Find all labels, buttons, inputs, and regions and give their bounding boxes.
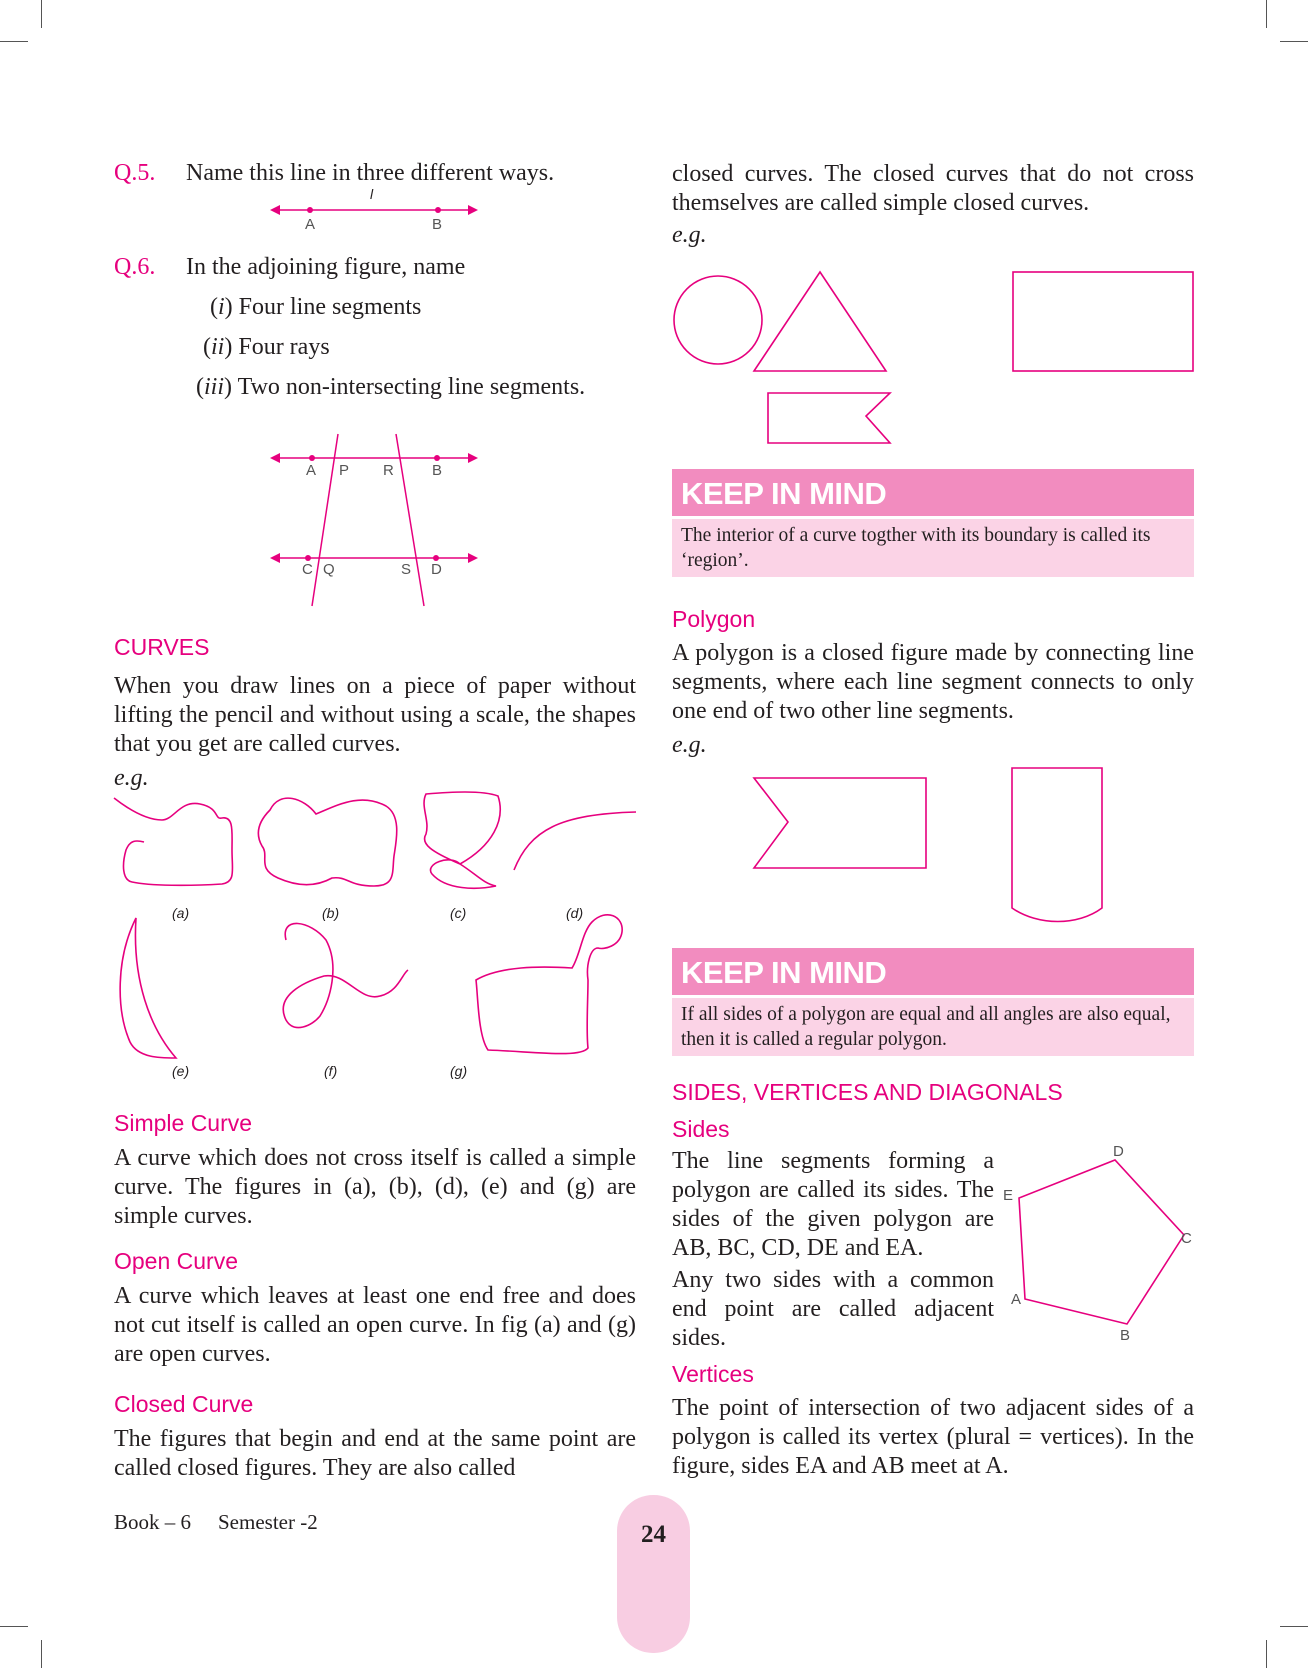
pentagon-label-d: D <box>1113 1143 1124 1160</box>
pentagon-label-b: B <box>1120 1327 1131 1344</box>
closed-curves-figure <box>668 266 1198 448</box>
caption-g: (g) <box>450 1063 468 1079</box>
caption-a: (a) <box>172 905 190 921</box>
open-curve-heading: Open Curve <box>114 1248 239 1274</box>
point-label-b: B <box>432 216 443 232</box>
footer-book: Book – 6 <box>114 1510 192 1534</box>
vertices-text: The point of intersection of two adjacent sides of a polygon is called its vertex (plural = vertices). In the figure, sides EA and AB meet at A. <box>672 1395 1194 1479</box>
q6-number: Q.6. <box>114 254 156 280</box>
caption-f-letter: f <box>328 1063 333 1079</box>
line-label-l: l <box>370 186 374 202</box>
sides-text-2: Any two sides with a common end point are called adjacent sides. <box>672 1267 994 1351</box>
polygon-figure <box>748 764 1108 926</box>
caption-a-letter: a <box>176 905 185 921</box>
simple-curve-text: A curve which does not cross itself is called a simple curve. The figures in (a), (b), (d), (e) and (g) are simple curves. <box>114 1145 636 1229</box>
point-label-a: A <box>305 216 316 232</box>
crop-mark <box>0 41 28 42</box>
caption-e: (e) <box>172 1063 190 1079</box>
caption-b: (b) <box>322 905 340 921</box>
closed-curve-text: The figures that begin and end at the same point are called closed figures. They are also called <box>114 1426 636 1481</box>
polygon-heading: Polygon <box>672 606 756 632</box>
svd-heading: SIDES, VERTICES AND DIAGONALS <box>672 1079 1063 1105</box>
closed-curve-heading: Closed Curve <box>114 1391 254 1417</box>
q5-text: Name this line in three different ways. <box>186 160 555 186</box>
simple-curve-heading: Simple Curve <box>114 1110 253 1136</box>
caption-c: (c) <box>450 905 467 921</box>
q6-item-ii-text: Four rays <box>238 334 330 360</box>
open-curve-text: A curve which leaves at least one end free and does not cut itself is called an open curve. In fig (a) and (g) are open curves. <box>114 1283 636 1367</box>
q6-text: In the adjoining figure, name <box>186 254 466 280</box>
fig-label-b: B <box>432 462 443 479</box>
fig-label-a: A <box>306 462 317 479</box>
keep-in-mind-title-2: KEEP IN MIND <box>672 948 1194 995</box>
caption-e-letter: e <box>176 1063 185 1079</box>
fig-label-p: P <box>339 462 350 479</box>
fig-label-q: Q <box>323 561 335 578</box>
fig-label-c: C <box>302 561 313 578</box>
caption-g-letter: g <box>454 1063 463 1079</box>
q5-line-figure <box>270 186 480 232</box>
vertices-heading: Vertices <box>672 1361 754 1387</box>
q6-item-iii: (iii) Two non-intersecting line segments. <box>196 374 586 400</box>
sides-text-1: The line segments forming a polygon are called its sides. The sides of the given polygon are AB, BC, CD, DE and EA. <box>672 1148 994 1261</box>
page-tab <box>617 1495 690 1653</box>
pentagon-label-a: A <box>1011 1291 1022 1308</box>
curves-heading: CURVES <box>114 634 210 660</box>
caption-f: (f) <box>324 1063 338 1079</box>
keep-in-mind-box-1 <box>672 469 1194 577</box>
fig-label-r: R <box>383 462 394 479</box>
caption-c-letter: c <box>454 905 462 921</box>
curves-text: When you draw lines on a piece of paper without lifting the pencil and without using a scale, the shapes that you get are called curves. <box>114 673 636 757</box>
pentagon-label-e: E <box>1003 1187 1014 1204</box>
q6-item-i-num: i <box>218 294 225 320</box>
q5-number: Q.5. <box>114 160 156 186</box>
curves-eg: e.g. <box>114 765 149 791</box>
crop-mark <box>41 0 42 28</box>
polygon-eg: e.g. <box>672 732 707 758</box>
right-eg: e.g. <box>672 222 707 248</box>
caption-b-letter: b <box>326 905 335 921</box>
crop-mark <box>0 1626 28 1627</box>
keep-in-mind-text-1: The interior of a curve togther with its boundary is called its ‘region’. <box>672 519 1194 577</box>
caption-d-letter: d <box>570 905 579 921</box>
crop-mark <box>1266 1640 1267 1668</box>
crop-mark <box>1266 0 1267 28</box>
footer-semester: Semester -2 <box>218 1510 318 1534</box>
closed-curves-continued: closed curves. The closed curves that do not cross themselves are called simple closed curves. <box>672 161 1194 216</box>
caption-d: (d) <box>566 905 584 921</box>
page-number: 24 <box>641 1521 666 1548</box>
crop-mark <box>41 1640 42 1668</box>
curves-figure <box>110 790 640 1090</box>
q6-item-iii-num: iii <box>204 374 225 400</box>
crop-mark <box>1280 1626 1308 1627</box>
q6-item-ii: (ii) Four rays <box>203 334 330 360</box>
polygon-text: A polygon is a closed figure made by connecting line segments, where each line segment connects to only one end of two other line segments. <box>672 640 1194 724</box>
pentagon-figure <box>1000 1142 1200 1344</box>
q6-figure <box>270 430 480 610</box>
keep-in-mind-title-1: KEEP IN MIND <box>672 469 1194 516</box>
q6-item-iii-text: Two non-intersecting line segments. <box>237 374 586 400</box>
q6-item-i-text: Four line segments <box>238 294 422 320</box>
fig-label-s: S <box>401 561 412 578</box>
fig-label-d: D <box>431 561 442 578</box>
keep-in-mind-text-2: If all sides of a polygon are equal and all angles are also equal, then it is called a regular polygon. <box>672 998 1194 1056</box>
q6-item-i: (i) Four line segments <box>210 294 422 320</box>
pentagon-label-c: C <box>1181 1230 1192 1247</box>
crop-mark <box>1280 41 1308 42</box>
keep-in-mind-box-2 <box>672 948 1194 1056</box>
q6-item-ii-num: ii <box>211 334 225 360</box>
sides-heading: Sides <box>672 1116 730 1142</box>
